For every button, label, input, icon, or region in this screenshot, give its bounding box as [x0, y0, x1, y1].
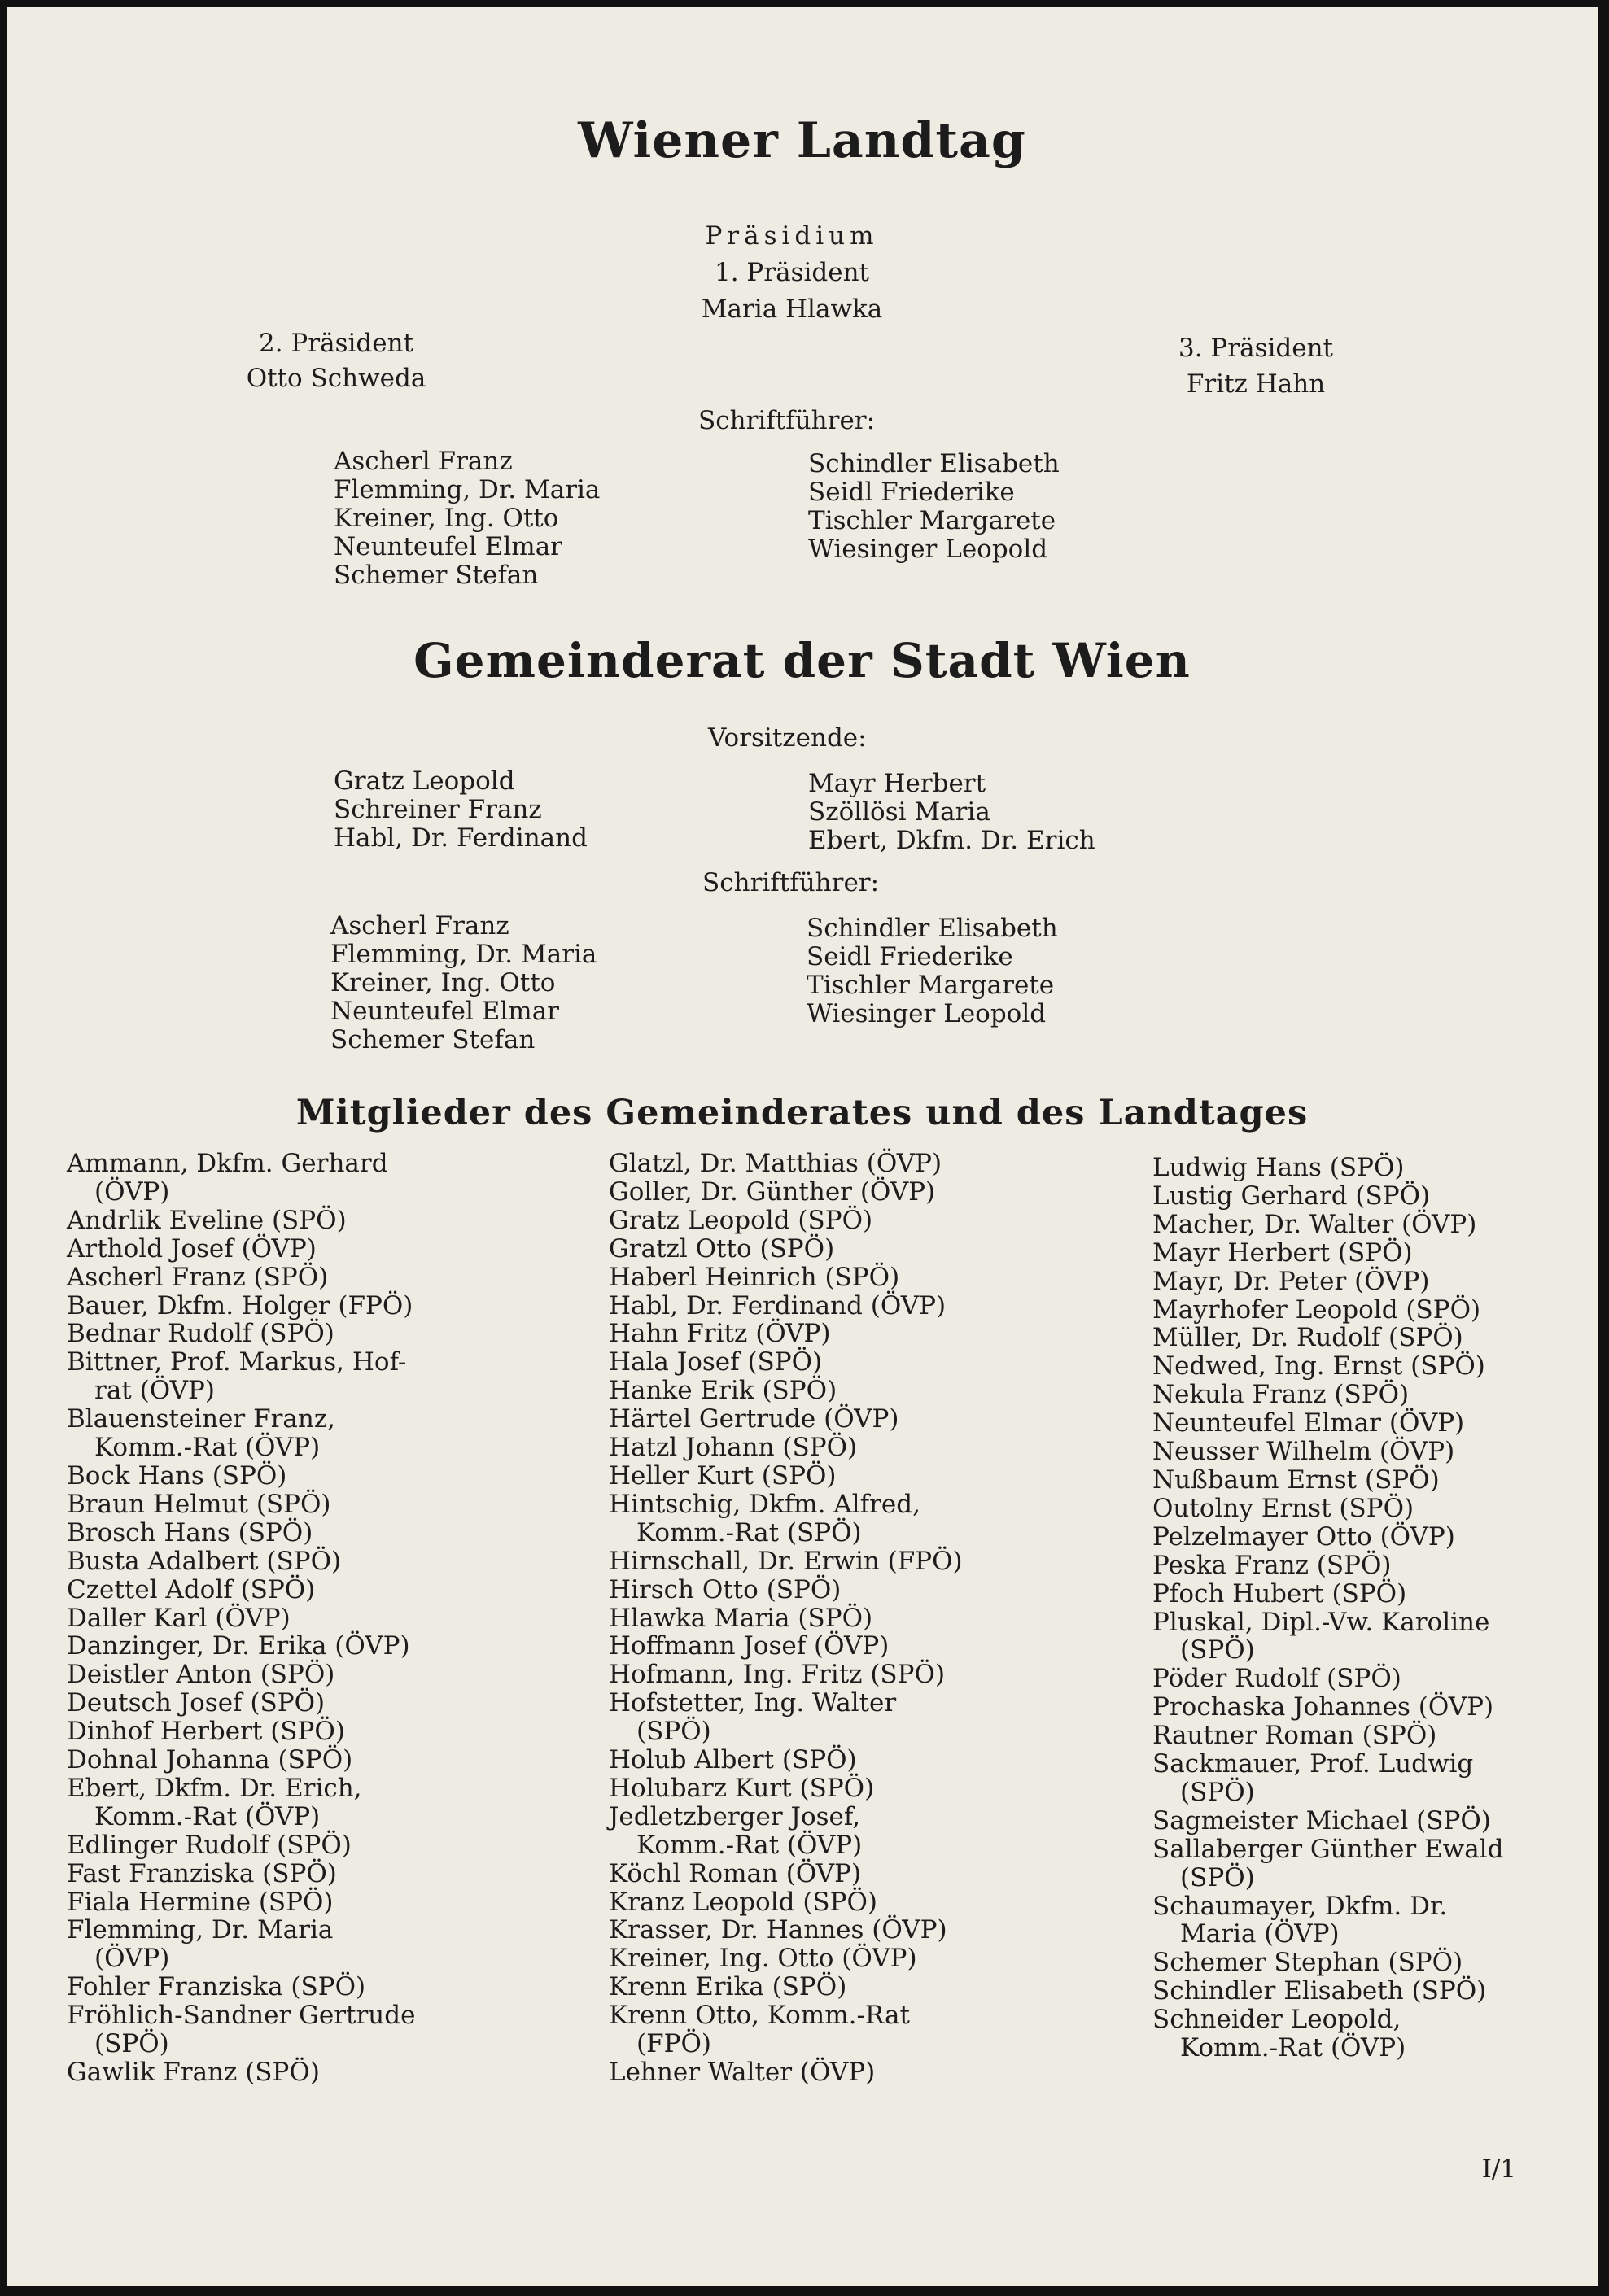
member-entry: Brosch Hans (SPÖ)	[67, 1517, 313, 1547]
members-column-2	[609, 1150, 963, 2087]
third-president-name: Fritz Hahn	[1186, 369, 1326, 399]
member-entry: Schaumayer, Dkfm. Dr.	[1152, 1891, 1448, 1921]
member-entry: Ammann, Dkfm. Gerhard	[67, 1149, 388, 1178]
member-entry: Hahn Fritz (ÖVP)	[609, 1319, 831, 1349]
page-number: I/1	[1481, 2154, 1516, 2184]
member-entry: Kranz Leopold (SPÖ)	[609, 1887, 878, 1917]
gemeinderat-secretaries-right	[807, 914, 1058, 1028]
member-entry-continued: Komm.-Rat (ÖVP)	[94, 1433, 321, 1463]
chairs-left	[334, 767, 588, 853]
member-entry-continued: Komm.-Rat (SPÖ)	[636, 1517, 862, 1547]
name-entry: Ascherl Franz	[330, 911, 509, 941]
member-entry: Fast Franziska (SPÖ)	[67, 1858, 337, 1888]
name-entry: Szöllösi Maria	[808, 797, 990, 827]
landtag-secretaries-right	[808, 450, 1060, 564]
member-entry-continued: (SPÖ)	[94, 2029, 169, 2059]
member-entry: Holub Albert (SPÖ)	[609, 1745, 857, 1775]
name-entry: Habl, Dr. Ferdinand	[334, 823, 588, 853]
member-entry: Ascherl Franz (SPÖ)	[67, 1262, 329, 1292]
member-entry: Hatzl Johann (SPÖ)	[609, 1433, 858, 1463]
landtag-secretaries-left	[334, 447, 600, 590]
first-president-name: Maria Hlawka	[701, 295, 883, 324]
member-entry: Krenn Erika (SPÖ)	[609, 1972, 847, 2002]
member-entry: Outolny Ernst (SPÖ)	[1152, 1493, 1414, 1523]
member-entry: Ebert, Dkfm. Dr. Erich,	[67, 1773, 362, 1803]
name-entry: Neunteufel Elmar	[334, 532, 562, 561]
member-entry: Härtel Gertrude (ÖVP)	[609, 1404, 899, 1434]
member-entry-continued: rat (ÖVP)	[94, 1376, 215, 1406]
member-entry: Daller Karl (ÖVP)	[67, 1603, 291, 1633]
gemeinderat-secretaries-left	[330, 912, 597, 1054]
member-entry: Fröhlich-Sandner Gertrude	[67, 2001, 416, 2031]
member-entry: Goller, Dr. Günther (ÖVP)	[609, 1176, 936, 1207]
name-entry: Wiesinger Leopold	[808, 535, 1048, 564]
member-entry: Heller Kurt (SPÖ)	[609, 1460, 837, 1491]
members-column-1	[67, 1150, 415, 2087]
name-entry: Schreiner Franz	[334, 795, 542, 824]
member-entry: Hintschig, Dkfm. Alfred,	[609, 1489, 920, 1519]
member-entry: Blauensteiner Franz,	[67, 1404, 336, 1434]
document-page	[7, 7, 1598, 2286]
second-president-name: Otto Schweda	[246, 364, 426, 393]
member-entry: Mayr Herbert (SPÖ)	[1152, 1237, 1413, 1268]
member-entry: Fohler Franziska (SPÖ)	[67, 1972, 366, 2002]
member-entry: Nußbaum Ernst (SPÖ)	[1152, 1464, 1440, 1495]
member-entry-continued: (SPÖ)	[1180, 1862, 1255, 1892]
member-entry: Haberl Heinrich (SPÖ)	[609, 1262, 900, 1292]
name-entry: Flemming, Dr. Maria	[330, 940, 597, 969]
member-entry: Peska Franz (SPÖ)	[1152, 1550, 1392, 1580]
member-entry: Mayr, Dr. Peter (ÖVP)	[1152, 1266, 1430, 1296]
name-entry: Tischler Margarete	[807, 971, 1055, 1000]
member-entry: Nekula Franz (SPÖ)	[1152, 1380, 1410, 1410]
member-entry: Müller, Dr. Rudolf (SPÖ)	[1152, 1323, 1463, 1353]
member-entry: Bauer, Dkfm. Holger (FPÖ)	[67, 1290, 413, 1320]
name-entry: Neunteufel Elmar	[330, 997, 559, 1026]
member-entry: Schneider Leopold,	[1152, 2005, 1401, 2035]
chairs-label: Vorsitzende:	[708, 723, 867, 753]
name-entry: Mayr Herbert	[808, 769, 986, 798]
member-entry: Bednar Rudolf (SPÖ)	[67, 1319, 334, 1349]
member-entry-continued: Komm.-Rat (ÖVP)	[636, 1830, 863, 1860]
member-entry: Braun Helmut (SPÖ)	[67, 1489, 331, 1519]
member-entry: Arthold Josef (ÖVP)	[67, 1233, 317, 1264]
member-entry: Sagmeister Michael (SPÖ)	[1152, 1805, 1491, 1835]
name-entry: Schemer Stefan	[330, 1025, 536, 1054]
member-entry: Gratz Leopold (SPÖ)	[609, 1205, 873, 1235]
member-entry: Sallaberger Günther Ewald	[1152, 1834, 1504, 1864]
member-entry: Pöder Rudolf (SPÖ)	[1152, 1664, 1401, 1694]
member-entry-continued: (SPÖ)	[636, 1717, 711, 1747]
member-entry: Glatzl, Dr. Matthias (ÖVP)	[609, 1149, 942, 1178]
member-entry: Habl, Dr. Ferdinand (ÖVP)	[609, 1290, 947, 1320]
member-entry: Schemer Stephan (SPÖ)	[1152, 1948, 1463, 1978]
name-entry: Ebert, Dkfm. Dr. Erich	[808, 826, 1095, 855]
member-entry: Edlinger Rudolf (SPÖ)	[67, 1830, 352, 1860]
member-entry: Kreiner, Ing. Otto (ÖVP)	[609, 1944, 917, 1974]
chairs-right	[808, 770, 1095, 855]
member-entry: Krenn Otto, Komm.-Rat	[609, 2001, 910, 2031]
member-entry: Holubarz Kurt (SPÖ)	[609, 1773, 875, 1803]
member-entry-continued: (SPÖ)	[1180, 1777, 1255, 1807]
member-entry: Hanke Erik (SPÖ)	[609, 1376, 837, 1406]
name-entry: Schindler Elisabeth	[808, 449, 1060, 478]
member-entry: Jedletzberger Josef,	[609, 1801, 861, 1831]
member-entry: Fiala Hermine (SPÖ)	[67, 1887, 334, 1917]
member-entry-continued: Maria (ÖVP)	[1180, 1919, 1340, 1949]
member-entry: Hoffmann Josef (ÖVP)	[609, 1631, 890, 1661]
member-entry: Danzinger, Dr. Erika (ÖVP)	[67, 1631, 410, 1661]
member-entry: Bittner, Prof. Markus, Hof-	[67, 1347, 407, 1377]
member-entry: Hirnschall, Dr. Erwin (FPÖ)	[609, 1546, 963, 1576]
name-entry: Flemming, Dr. Maria	[334, 475, 601, 504]
member-entry: Rautner Roman (SPÖ)	[1152, 1721, 1437, 1751]
name-entry: Kreiner, Ing. Otto	[330, 968, 556, 997]
name-entry: Schindler Elisabeth	[807, 914, 1058, 943]
member-entry: Hala Josef (SPÖ)	[609, 1347, 823, 1377]
member-entry: Pfoch Hubert (SPÖ)	[1152, 1578, 1407, 1609]
second-president-label: 2. Präsident	[258, 329, 414, 358]
member-entry: Hofstetter, Ing. Walter	[609, 1688, 897, 1718]
landtag-secretaries-label: Schriftführer:	[698, 406, 876, 435]
member-entry: Nedwed, Ing. Ernst (SPÖ)	[1152, 1351, 1485, 1382]
landtag-title: Wiener Landtag	[578, 112, 1026, 169]
member-entry: Flemming, Dr. Maria	[67, 1915, 334, 1945]
member-entry-continued: (ÖVP)	[94, 1176, 170, 1207]
member-entry-continued: (ÖVP)	[94, 1944, 170, 1974]
member-entry: Andrlik Eveline (SPÖ)	[67, 1205, 347, 1235]
member-entry: Schindler Elisabeth (SPÖ)	[1152, 1976, 1487, 2006]
member-entry: Pelzelmayer Otto (ÖVP)	[1152, 1521, 1455, 1552]
member-entry-continued: (SPÖ)	[1180, 1635, 1255, 1665]
member-entry: Köchl Roman (ÖVP)	[609, 1858, 862, 1888]
member-entry: Deutsch Josef (SPÖ)	[67, 1688, 326, 1718]
name-entry: Tischler Margarete	[808, 506, 1056, 535]
member-entry: Gratzl Otto (SPÖ)	[609, 1233, 835, 1264]
member-entry: Czettel Adolf (SPÖ)	[67, 1574, 316, 1604]
member-entry: Gawlik Franz (SPÖ)	[67, 2058, 320, 2087]
members-title: Mitglieder des Gemeinderates und des Landtages	[295, 1093, 1309, 1133]
member-entry: Busta Adalbert (SPÖ)	[67, 1546, 342, 1576]
name-entry: Ascherl Franz	[334, 447, 513, 476]
member-entry: Hofmann, Ing. Fritz (SPÖ)	[609, 1660, 946, 1690]
member-entry: Lustig Gerhard (SPÖ)	[1152, 1181, 1431, 1211]
member-entry: Neunteufel Elmar (ÖVP)	[1152, 1408, 1465, 1438]
gemeinderat-title: Gemeinderat der Stadt Wien	[413, 633, 1191, 688]
member-entry: Hlawka Maria (SPÖ)	[609, 1603, 873, 1633]
name-entry: Kreiner, Ing. Otto	[334, 504, 559, 533]
name-entry: Schemer Stefan	[334, 561, 539, 590]
members-column-3	[1152, 1154, 1503, 2062]
member-entry-continued: Komm.-Rat (ÖVP)	[1180, 2033, 1406, 2063]
member-entry: Hirsch Otto (SPÖ)	[609, 1574, 842, 1604]
member-entry: Neusser Wilhelm (ÖVP)	[1152, 1437, 1455, 1467]
member-entry-continued: (FPÖ)	[636, 2029, 711, 2059]
member-entry: Mayrhofer Leopold (SPÖ)	[1152, 1294, 1481, 1325]
member-entry: Bock Hans (SPÖ)	[67, 1460, 287, 1491]
member-entry: Ludwig Hans (SPÖ)	[1152, 1153, 1405, 1182]
third-president-label: 3. Präsident	[1178, 334, 1334, 363]
member-entry-continued: Komm.-Rat (ÖVP)	[94, 1801, 321, 1831]
gemeinderat-secretaries-label: Schriftführer:	[702, 868, 880, 897]
first-president-label: 1. Präsident	[714, 258, 870, 287]
name-entry: Seidl Friederike	[807, 942, 1013, 971]
member-entry: Dinhof Herbert (SPÖ)	[67, 1717, 345, 1747]
member-entry: Lehner Walter (ÖVP)	[609, 2058, 876, 2087]
member-entry: Sackmauer, Prof. Ludwig	[1152, 1749, 1474, 1779]
praesidium-label: Präsidium	[705, 221, 879, 251]
name-entry: Gratz Leopold	[334, 766, 515, 796]
member-entry: Pluskal, Dipl.-Vw. Karoline	[1152, 1607, 1490, 1637]
member-entry: Dohnal Johanna (SPÖ)	[67, 1745, 353, 1775]
member-entry: Prochaska Johannes (ÖVP)	[1152, 1692, 1494, 1722]
name-entry: Wiesinger Leopold	[807, 999, 1047, 1028]
member-entry: Deistler Anton (SPÖ)	[67, 1660, 335, 1690]
member-entry: Macher, Dr. Walter (ÖVP)	[1152, 1209, 1477, 1239]
member-entry: Krasser, Dr. Hannes (ÖVP)	[609, 1915, 947, 1945]
name-entry: Seidl Friederike	[808, 478, 1015, 507]
